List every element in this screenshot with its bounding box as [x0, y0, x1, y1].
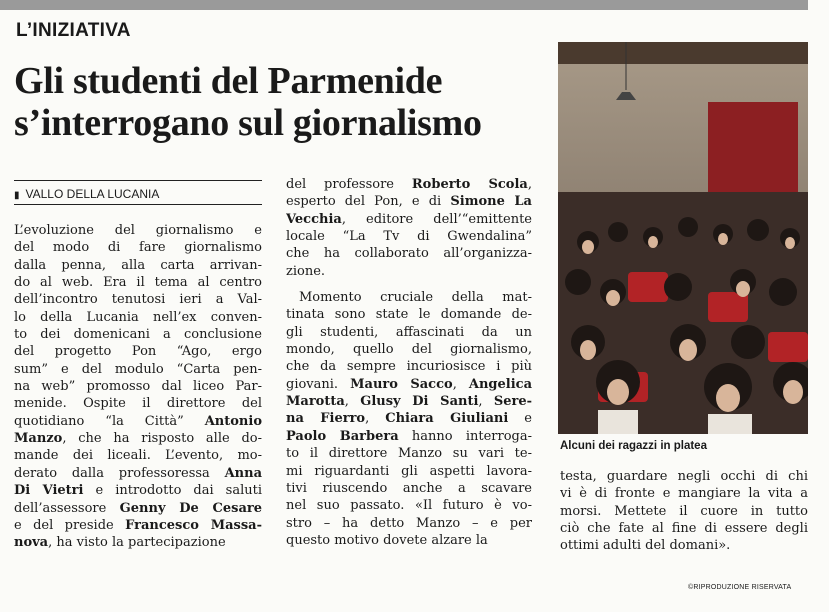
text-run: na web” promosso dal liceo Par- [14, 379, 262, 395]
text-run: , [478, 394, 494, 410]
dateline [14, 187, 159, 201]
text-line [14, 395, 262, 412]
text-run: questo motivo dovete alzare la [286, 532, 488, 548]
text-line [286, 515, 532, 532]
photo-caption: Alcuni dei ragazzi in platea [560, 440, 707, 452]
bold-name: Manzo [14, 431, 63, 447]
text-line [14, 447, 262, 464]
bold-name: na Fierro [286, 411, 366, 427]
text-line [286, 324, 532, 341]
headline-line-1: Gli studenti del Parmenide [14, 60, 443, 102]
text-line [560, 520, 808, 537]
text-line [14, 482, 262, 499]
copyright-notice: ©RIPRODUZIONE RISERVATA [688, 584, 792, 591]
text-run: , editore dell’“emittente [341, 211, 532, 227]
text-run: derato dalla professoressa [14, 465, 225, 481]
text-line [560, 503, 808, 520]
red-panel [708, 102, 798, 194]
text-line [286, 211, 532, 228]
text-run: mondo, quello del giornalismo, [286, 342, 532, 358]
text-line [286, 341, 532, 358]
bold-name: Antonio [204, 413, 262, 429]
text-run: del modo di fare giornalismo [14, 240, 262, 256]
text-line [286, 376, 532, 393]
text-line [286, 289, 532, 306]
text-run: menide. Ospite il direttore del [14, 396, 262, 412]
text-run: zione. [286, 263, 326, 279]
text-run: che ha collaborato all’organizza- [286, 246, 532, 262]
section-kicker: L’INIZIATIVA [16, 20, 131, 41]
text-run: locale “La Tv di Gwendalina” [286, 229, 532, 245]
text-run: L’evoluzione del giornalismo e [14, 223, 262, 238]
text-line [14, 517, 262, 534]
text-run: , [344, 394, 361, 410]
text-line [286, 193, 532, 210]
text-run: tivi riuscendo anche a scavare [286, 480, 532, 496]
text-line [14, 378, 262, 395]
text-run: esperto del Pon, e di [286, 194, 451, 210]
text-run: dell’assessore [14, 500, 120, 516]
bold-name: Paolo Barbera [286, 428, 399, 444]
text-run: , che ha risposto alle do- [62, 431, 262, 447]
text-line [14, 430, 262, 447]
text-run: quotidiano “la Città” [14, 413, 205, 429]
text-run: vi è di fronte e mangiare la vita a [560, 486, 808, 502]
text-run: to dei domenicani a conclusione [14, 327, 262, 343]
text-line [14, 239, 262, 256]
text-run: , [365, 411, 386, 427]
text-line [286, 480, 532, 497]
text-run: stro – ha detto Manzo – e per [286, 515, 532, 531]
text-run: dalla penna, alla carta arrivan- [14, 257, 262, 273]
dateline-marker-icon: ▮ [14, 190, 20, 201]
text-run: nel suo passato. «Il futuro è vo- [286, 498, 532, 514]
text-run: hanno interroga- [398, 428, 532, 444]
text-line [14, 326, 262, 343]
bold-name: Di Vietri [14, 483, 84, 499]
article-column-3 [560, 468, 808, 555]
bold-name: Mauro Sacco [350, 376, 453, 392]
bold-name: Marotta [286, 394, 345, 410]
text-run: del professore [286, 177, 412, 192]
text-line [14, 465, 262, 482]
text-run: e introdotto dai saluti [83, 483, 262, 499]
text-line [14, 500, 262, 517]
text-run: to il direttore Manzo su vari te- [286, 446, 532, 462]
text-line [286, 463, 532, 480]
text-line [286, 445, 532, 462]
article-column-1 [14, 222, 262, 552]
text-line [14, 257, 262, 274]
text-line [14, 361, 262, 378]
text-line [14, 222, 262, 239]
text-run: mande dei liceali. L’evento, mo- [14, 448, 262, 464]
bold-name: Chiara Giuliani [385, 411, 509, 427]
text-line [14, 274, 262, 291]
column-2-paragraph-2 [286, 289, 532, 549]
text-run: tinata sono state le domande de- [286, 307, 532, 323]
audience-photo [558, 42, 808, 434]
text-line [14, 291, 262, 308]
dateline-rule-bottom [14, 204, 262, 205]
text-line [286, 228, 532, 245]
dateline-rule-top [14, 180, 262, 181]
text-line [286, 393, 532, 410]
bold-name: Vecchia [286, 211, 342, 227]
text-run: del progetto Pon “Ago, ergo [14, 344, 262, 360]
bold-name: Angelica [468, 376, 532, 392]
text-run: sum” e del modulo “Carta pen- [14, 361, 262, 377]
bold-name: Genny De Cesare [119, 500, 262, 516]
text-line [286, 358, 532, 375]
text-line [560, 537, 808, 554]
bold-name: Sere- [493, 394, 532, 410]
text-run: ciò che fate al fine di essere degli [560, 521, 808, 537]
text-run: dell’incontro tenutosi ieri a Val- [14, 292, 262, 308]
audience-illustration [558, 42, 808, 434]
text-line [286, 306, 532, 323]
bold-name: Glusy Di Santi [360, 394, 479, 410]
text-line [286, 497, 532, 514]
text-line [14, 413, 262, 430]
headline [14, 60, 554, 144]
text-run: lo della Lucania nell’ex conven- [14, 309, 262, 325]
text-run: giovani. [286, 376, 351, 392]
text-line [14, 343, 262, 360]
text-run: testa, guardare negli occhi di chi [560, 469, 808, 484]
text-line [14, 534, 262, 551]
text-run: morsi. Mettete il cuore in tutto [560, 503, 808, 519]
text-run: Momento cruciale della mat- [299, 290, 532, 306]
text-line [286, 428, 532, 445]
bold-name: Simone La [450, 194, 532, 210]
article-column-2 [286, 176, 532, 549]
text-run: gli studenti, affascinati da un [286, 324, 532, 340]
bold-name: Francesco Massa- [125, 517, 262, 533]
text-line [286, 176, 532, 193]
text-run: che da sempre incuriosisce i più [286, 359, 532, 375]
bold-name: Anna [224, 465, 262, 481]
text-run: , ha visto la partecipazione [48, 535, 226, 551]
text-line [286, 263, 532, 280]
text-line [286, 532, 532, 549]
headline-line-2: s’interrogano sul giornalismo [14, 102, 482, 144]
text-line [286, 410, 532, 427]
text-run: do al web. Era il tema al centro [14, 275, 262, 291]
text-line [286, 245, 532, 262]
column-2-paragraph-1 [286, 176, 532, 280]
text-run: , [452, 376, 469, 392]
text-run: e del preside [14, 517, 126, 533]
text-line [14, 309, 262, 326]
text-run: , [527, 177, 532, 192]
dateline-text: VALLO DELLA LUCANIA [25, 187, 160, 201]
text-run: ottimi adulti del domani». [560, 538, 731, 554]
text-run: e [508, 411, 532, 427]
text-run: mi riguardanti gli aspetti lavora- [286, 463, 532, 479]
top-bar [0, 0, 808, 10]
bold-name: Roberto Scola [411, 177, 528, 192]
text-line [560, 468, 808, 485]
bold-name: nova [14, 535, 49, 551]
text-line [560, 485, 808, 502]
